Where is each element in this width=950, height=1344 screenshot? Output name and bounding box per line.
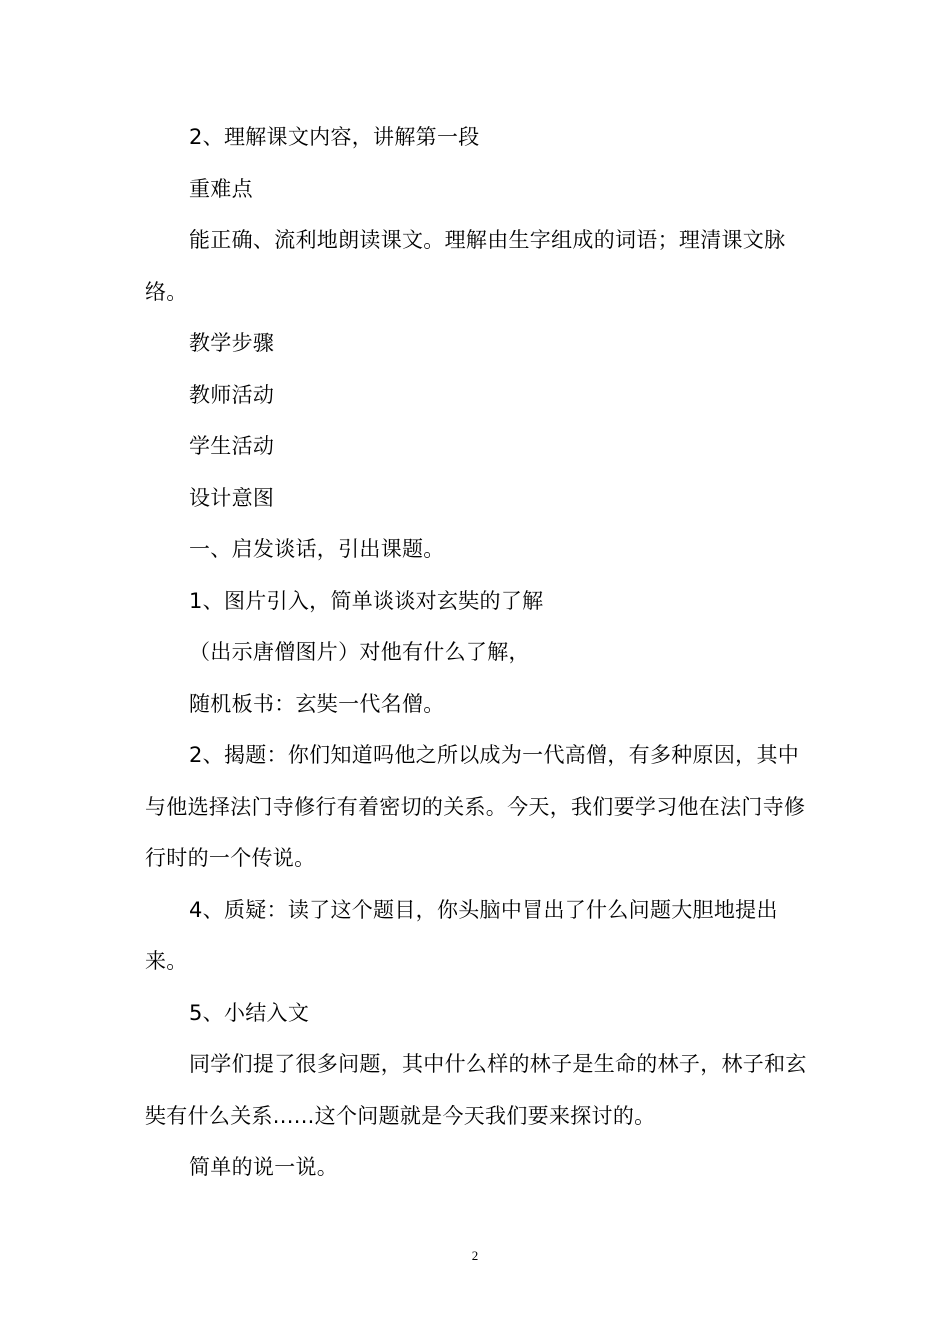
paragraph: 重难点: [189, 176, 253, 201]
paragraph: 4、质疑：读了这个题目，你头脑中冒出了什么问题大胆地提出来。: [145, 897, 778, 973]
paragraph: 5、小结入文: [189, 1000, 310, 1025]
paragraph: 一、启发谈话，引出课题。: [189, 537, 445, 561]
paragraph: 教学步骤: [189, 331, 275, 355]
paragraph: 2、理解课文内容，讲解第一段: [189, 125, 480, 149]
paragraph: （出示唐僧图片）对他有什么了解，: [189, 640, 530, 664]
paragraph: 学生活动: [189, 434, 275, 458]
paragraph: 1、图片引入，简单谈谈对玄奘的了解: [189, 588, 544, 613]
paragraph: 同学们提了很多问题，其中什么样的林子是生命的林子，林子和玄奘有什么关系......这个问题就是今天我们要来探讨的。: [145, 1052, 807, 1128]
page-number: 2: [471, 1248, 479, 1263]
body-text: [145, 112, 807, 1194]
paragraph: 能正确、流利地朗读课文。理解由生字组成的词语；理清课文脉络。: [145, 228, 786, 304]
paragraph: 随机板书：玄奘一代名僧。: [189, 691, 445, 716]
paragraph: 设计意图: [189, 485, 275, 510]
paragraph: 2、揭题：你们知道吗他之所以成为一代高僧，有多种原因，其中与他选择法门寺修行有着密切的关系。今天，我们要学习他在法门寺修行时的一个传说。: [145, 743, 806, 870]
paragraph: 简单的说一说。: [189, 1155, 339, 1179]
paragraph: 教师活动: [189, 382, 275, 407]
